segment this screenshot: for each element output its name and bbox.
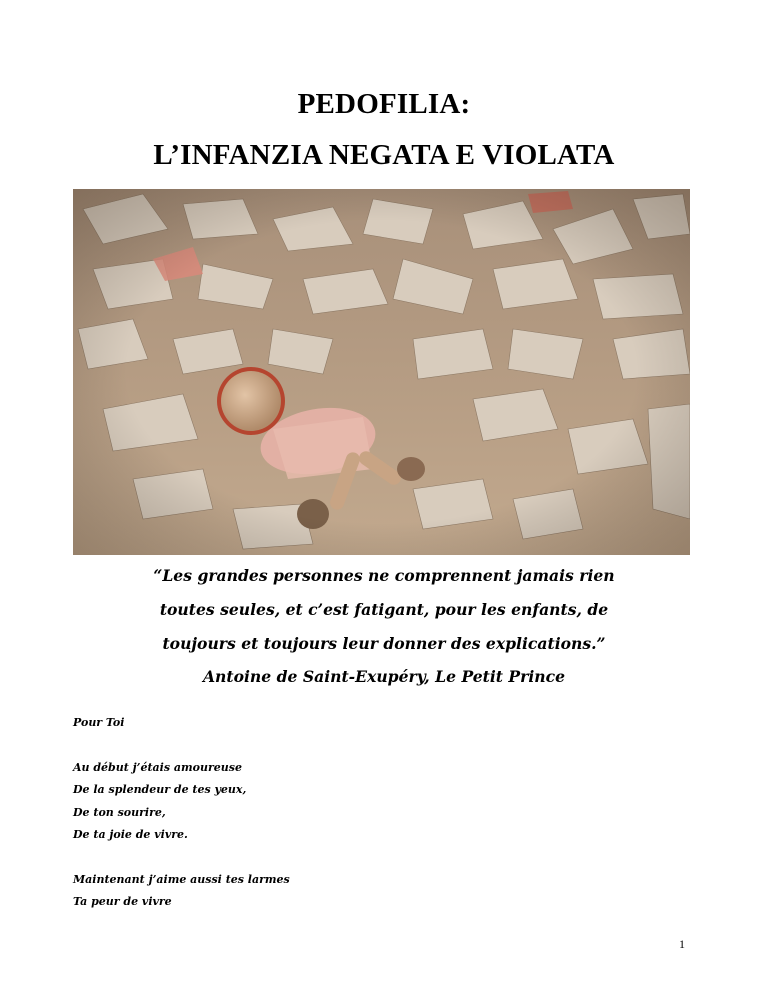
poem-line: De ton sourire, <box>73 806 166 819</box>
document-title-line-2: L’INFANZIA NEGATA E VIOLATA <box>153 139 615 171</box>
page-number: 1 <box>679 937 685 951</box>
doll-in-rubble-photo <box>73 189 690 555</box>
quote-line-2: toutes seules, et c’est fatigant, pour les enfants, de <box>159 600 609 619</box>
quote-line-1: “Les grandes personnes ne comprennent jamais rien <box>153 566 615 585</box>
quote-attribution: Antoine de Saint-Exupéry, Le Petit Prince <box>202 667 566 686</box>
quote-line-3: toujours et toujours leur donner des explications.” <box>162 634 606 653</box>
poem-heading: Pour Toi <box>73 716 125 729</box>
poem-line: Ta peur de vivre <box>73 895 172 908</box>
poem-line: De la splendeur de tes yeux, <box>73 783 247 796</box>
poem-line: Au début j’étais amoureuse <box>73 761 242 774</box>
poem-line: De ta joie de vivre. <box>73 828 188 841</box>
poem-line: Maintenant j’aime aussi tes larmes <box>73 873 290 886</box>
document-title-line-1: PEDOFILIA: <box>297 88 471 120</box>
